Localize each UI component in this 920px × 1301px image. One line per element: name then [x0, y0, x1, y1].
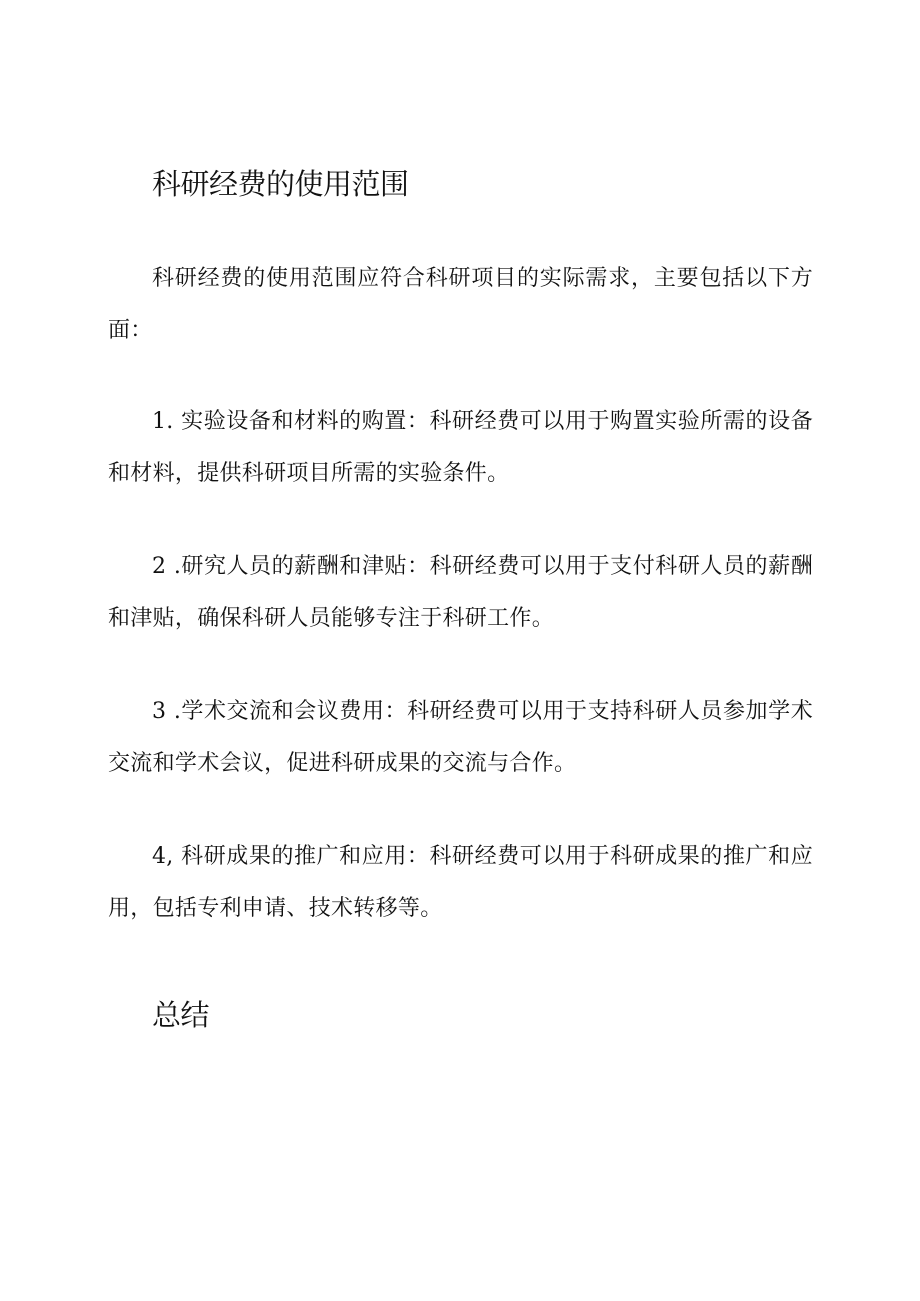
section-heading-summary: 总结	[152, 998, 210, 1032]
list-item-salary: 2 .研究人员的薪酬和津贴：科研经费可以用于支付科研人员的薪酬和津贴，确保科研人员能够专注于科研工作。	[108, 554, 813, 631]
intro-paragraph: 科研经费的使用范围应符合科研项目的实际需求，主要包括以下方面：	[108, 266, 813, 343]
list-item-promotion: 4, 科研成果的推广和应用：科研经费可以用于科研成果的推广和应用，包括专利申请、技术转移等。	[108, 844, 813, 921]
list-item-conference: 3 .学术交流和会议费用：科研经费可以用于支持科研人员参加学术交流和学术会议，促进科研成果的交流与合作。	[108, 699, 813, 776]
section-heading-scope: 科研经费的使用范围	[152, 167, 409, 201]
list-item-equipment: 1. 实验设备和材料的购置：科研经费可以用于购置实验所需的设备和材料，提供科研项目所需的实验条件。	[108, 409, 813, 486]
